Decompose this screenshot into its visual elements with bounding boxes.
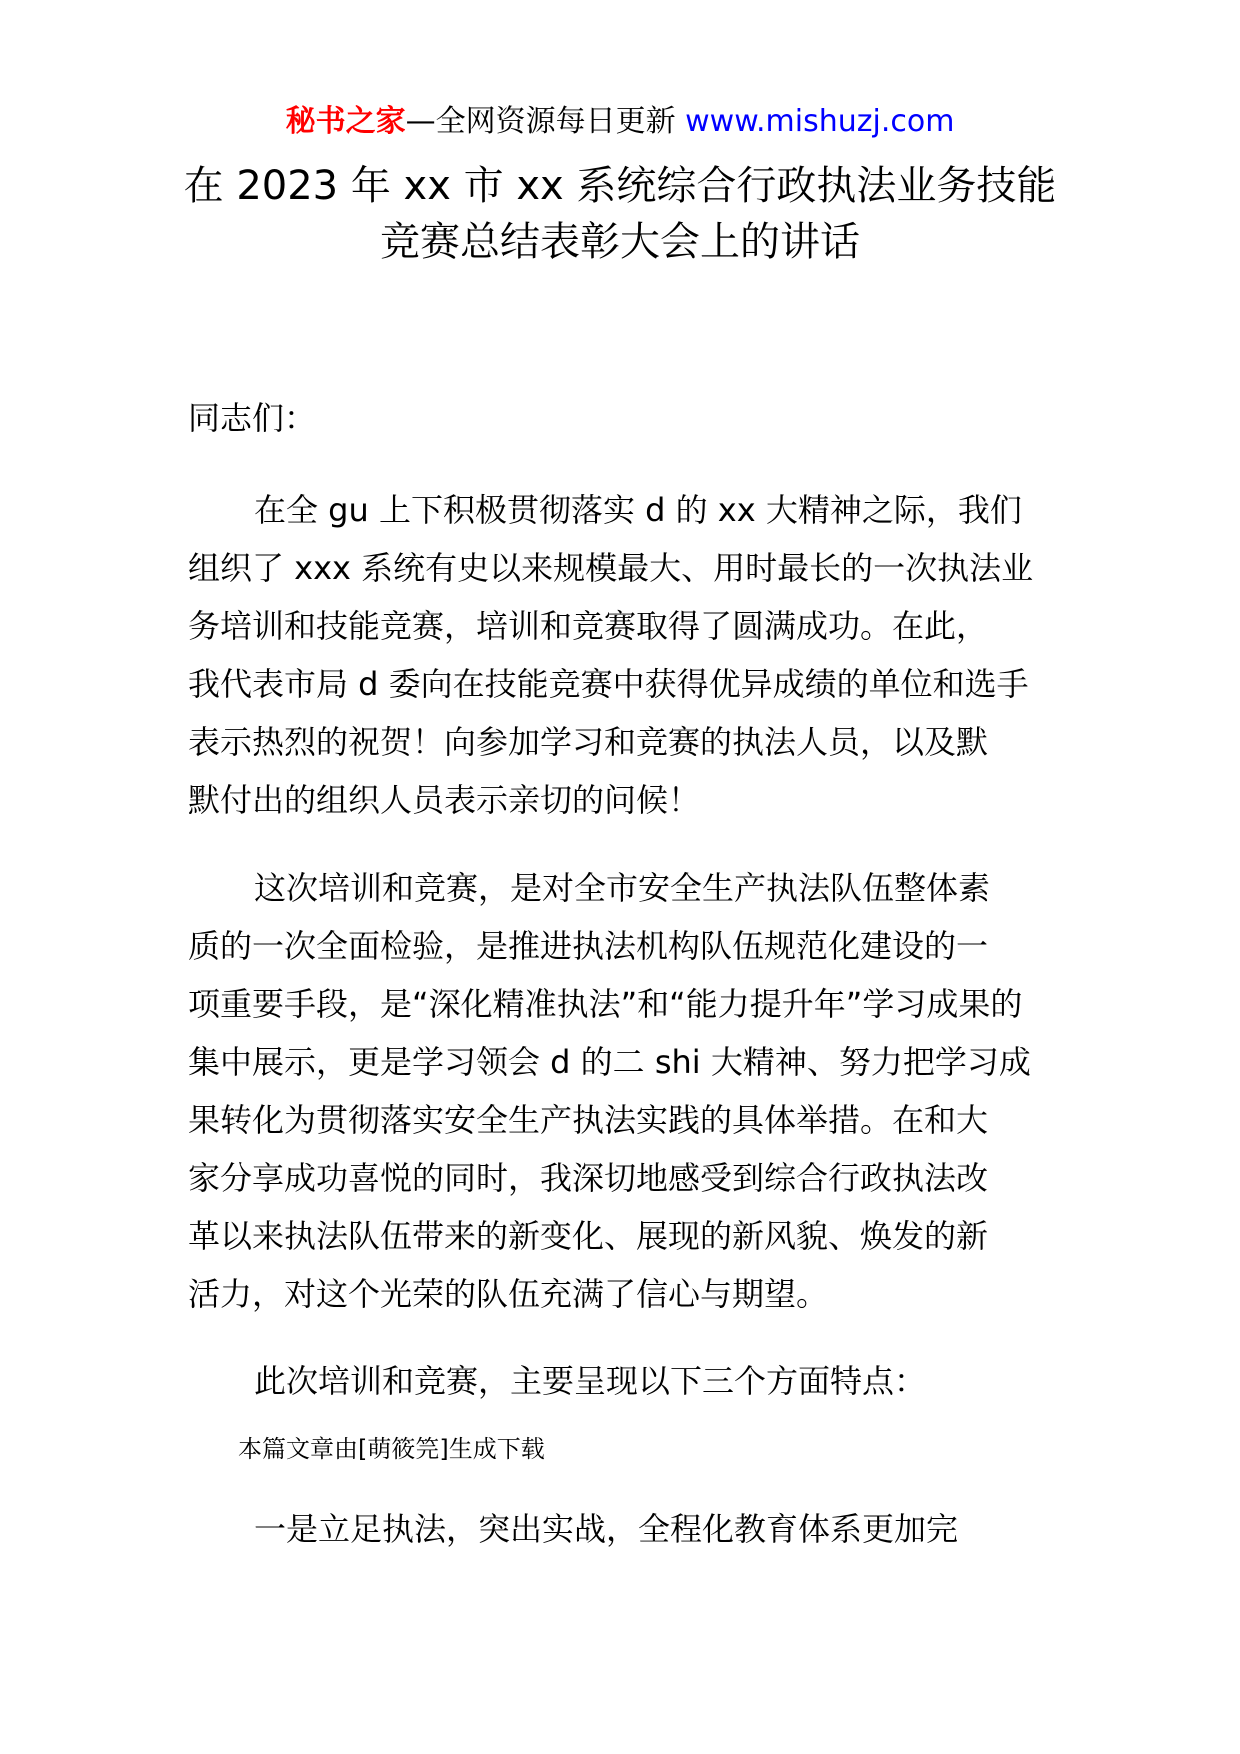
paragraph-line: 组织了 xxx 系统有史以来规模最大、用时最长的一次执法业 <box>188 549 1034 587</box>
paragraph-3 <box>188 1352 1068 1410</box>
paragraph-line: 革以来执法队伍带来的新变化、展现的新风貌、焕发的新 <box>188 1217 989 1255</box>
paragraph-line: 表示热烈的祝贺！向参加学习和竞赛的执法人员，以及默 <box>188 723 989 761</box>
paragraph-line: 项重要手段，是“深化精准执法”和“能力提升年”学习成果的 <box>188 985 1023 1023</box>
paragraph-line: 务培训和技能竞赛，培训和竞赛取得了圆满成功。在此， <box>188 607 989 645</box>
paragraph-line: 此次培训和竞赛，主要呈现以下三个方面特点： <box>254 1362 927 1400</box>
paragraph-line: 我代表市局 d 委向在技能竞赛中获得优异成绩的单位和选手 <box>188 665 1029 703</box>
paragraph-line: 家分享成功喜悦的同时，我深切地感受到综合行政执法改 <box>188 1159 989 1197</box>
paragraph-line: 一是立足执法，突出实战，全程化教育体系更加完 <box>254 1510 959 1548</box>
watermark-header <box>0 100 1240 144</box>
download-credit: 本篇文章由[萌筱笎]生成下载 <box>238 1435 545 1463</box>
document-title-line-2: 竞赛总结表彰大会上的讲话 <box>380 219 860 265</box>
paragraph-line: 活力，对这个光荣的队伍充满了信心与期望。 <box>188 1275 829 1313</box>
document-title-line-1: 在 2023 年 xx 市 xx 系统综合行政执法业务技能 <box>183 163 1057 209</box>
paragraph-line: 集中展示，更是学习领会 d 的二 shi 大精神、努力把学习成 <box>188 1043 1031 1081</box>
paragraph-1 <box>188 481 1068 829</box>
header-slogan: —全网资源每日更新 <box>405 104 686 139</box>
paragraph-line: 质的一次全面检验，是推进执法机构队伍规范化建设的一 <box>188 927 989 965</box>
paragraph-line: 这次培训和竞赛，是对全市安全生产执法队伍整体素 <box>254 869 991 907</box>
paragraph-4 <box>188 1500 1068 1558</box>
salutation: 同志们： <box>188 399 317 437</box>
site-link[interactable]: www.mishuzj.com <box>685 104 955 139</box>
paragraph-line: 默付出的组织人员表示亲切的问候！ <box>188 781 701 819</box>
paragraph-2 <box>188 859 1068 1323</box>
paragraph-line: 在全 gu 上下积极贯彻落实 d 的 xx 大精神之际，我们 <box>254 491 1022 529</box>
brand-name: 秘书之家 <box>285 104 406 139</box>
paragraph-line: 果转化为贯彻落实安全生产执法实践的具体举措。在和大 <box>188 1101 989 1139</box>
